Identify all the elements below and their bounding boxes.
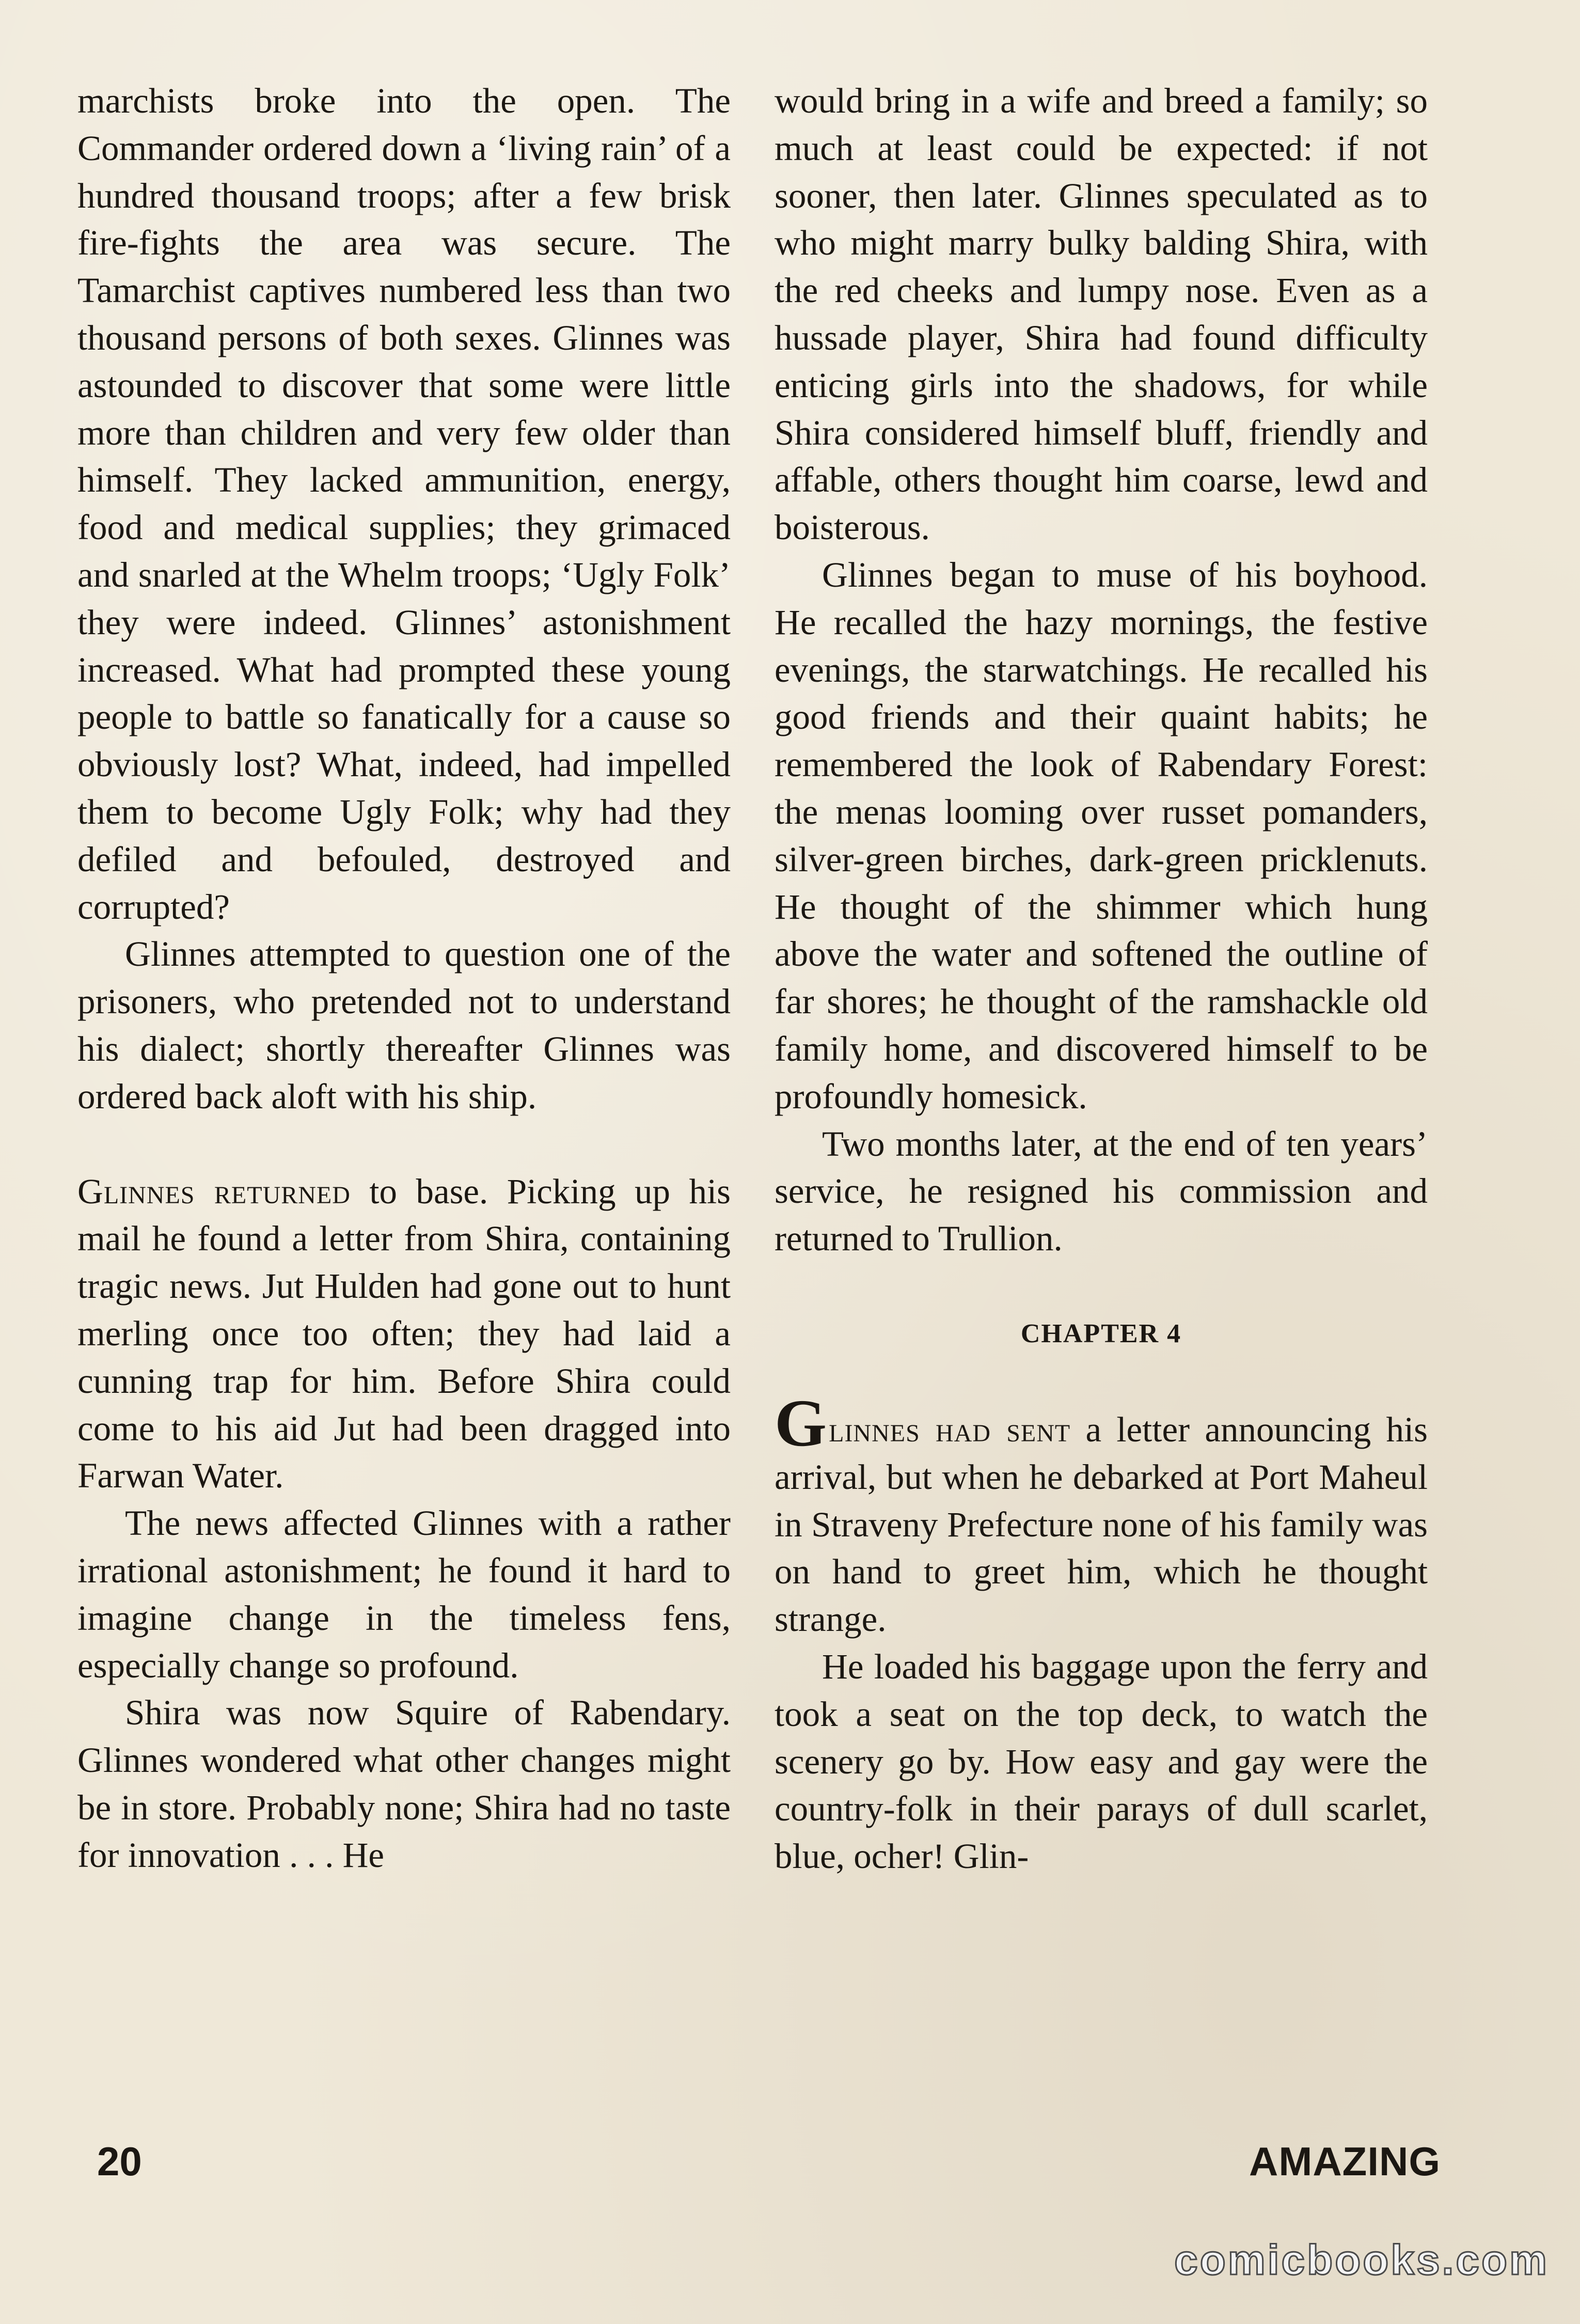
- right-paragraph-4: [775, 1386, 1428, 1643]
- left-paragraph-2: Glinnes attempted to question one of the prisoners, who pretended not to understand his dialect; shortly thereafter Glinnes was ordered back aloft with his ship.: [77, 934, 731, 1116]
- section-lead-in: Glinnes returned: [77, 1171, 351, 1211]
- left-paragraph-4: The news affected Glinnes with a rather irrational astonishment; he found it hard to imagine change in the timeless fens, especially change so profound.: [77, 1503, 731, 1685]
- section-break: [77, 1121, 731, 1168]
- right-paragraph-5: He loaded his baggage upon the ferry and took a seat on the top deck, to watch the scenery go by. How easy and gay were the country-folk in their parays of dull scarlet, blue, ocher! Glin-: [775, 1646, 1428, 1876]
- right-column: [775, 77, 1428, 1880]
- watermark: comicbooks.com: [1174, 2237, 1549, 2284]
- magazine-title: AMAZING: [1249, 2139, 1441, 2184]
- right-paragraph-1: would bring in a wife and breed a family; so much at least could be expected: if not sooner, then later. Glinnes speculated as to who might marry bulky balding Shira, with the red cheeks and lumpy nose. Even as a hussade player, Shira had found difficulty enticing girls into the shadows, for while Shira considered himself bluff, friendly and affable, others thought him coarse, lewd and boisterous.: [775, 81, 1428, 547]
- left-paragraph-3: [77, 1168, 731, 1500]
- drop-cap: G: [775, 1386, 827, 1461]
- chapter-lead-rest: a letter announcing his arrival, but when he debarked at Port Maheul in Straveny Prefecture none of his family was on hand to greet him, which he thought strange.: [775, 1409, 1428, 1639]
- left-column: [77, 77, 731, 1879]
- page-number: 20: [97, 2139, 142, 2184]
- right-paragraph-3: Two months later, at the end of ten years’ service, he resigned his commission and returned to Trullion.: [775, 1124, 1428, 1259]
- section-lead-rest: to base. Picking up his mail he found a letter from Shira, containing tragic news. Jut Hulden had gone out to hunt merling once too often; they had laid a cunning trap for him. Before Shira could come to his aid Jut had been dragged into Farwan Water.: [77, 1171, 731, 1496]
- left-paragraph-5: Shira was now Squire of Rabendary. Glinnes wondered what other changes might be in store. Probably none; Shira had no taste for innovation . . . He: [77, 1693, 731, 1875]
- chapter-heading: CHAPTER 4: [1020, 1318, 1182, 1348]
- chapter-lead-in: linnes had sent: [829, 1409, 1071, 1449]
- left-paragraph-1: marchists broke into the open. The Commander ordered down a ‘living rain’ of a hundred thousand troops; after a few brisk fire-fights the area was secure. The Tamarchist captives numbered less than two thousand persons of both sexes. Glinnes was astounded to discover that some were little more than children and very few older than himself. They lacked ammunition, energy, food and medical supplies; they grimaced and snarled at the Whelm troops; ‘Ugly Folk’ they were indeed. Glinnes’ astonishment increased. What had prompted these young people to battle so fanatically for a cause so obviously lost? What, indeed, had impelled them to become Ugly Folk; why had they defiled and befouled, destroyed and corrupted?: [77, 81, 731, 927]
- right-paragraph-2: Glinnes began to muse of his boyhood. He recalled the hazy mornings, the festive evenings, the starwatchings. He recalled his good friends and their quaint habits; he remembered the look of Rabendary Forest: the menas looming over russet pomanders, silver-green birches, dark-green pricklenuts. He thought of the shimmer which hung above the water and softened the outline of far shores; he thought of the ramshackle old family home, and discovered himself to be profoundly homesick.: [775, 555, 1428, 1116]
